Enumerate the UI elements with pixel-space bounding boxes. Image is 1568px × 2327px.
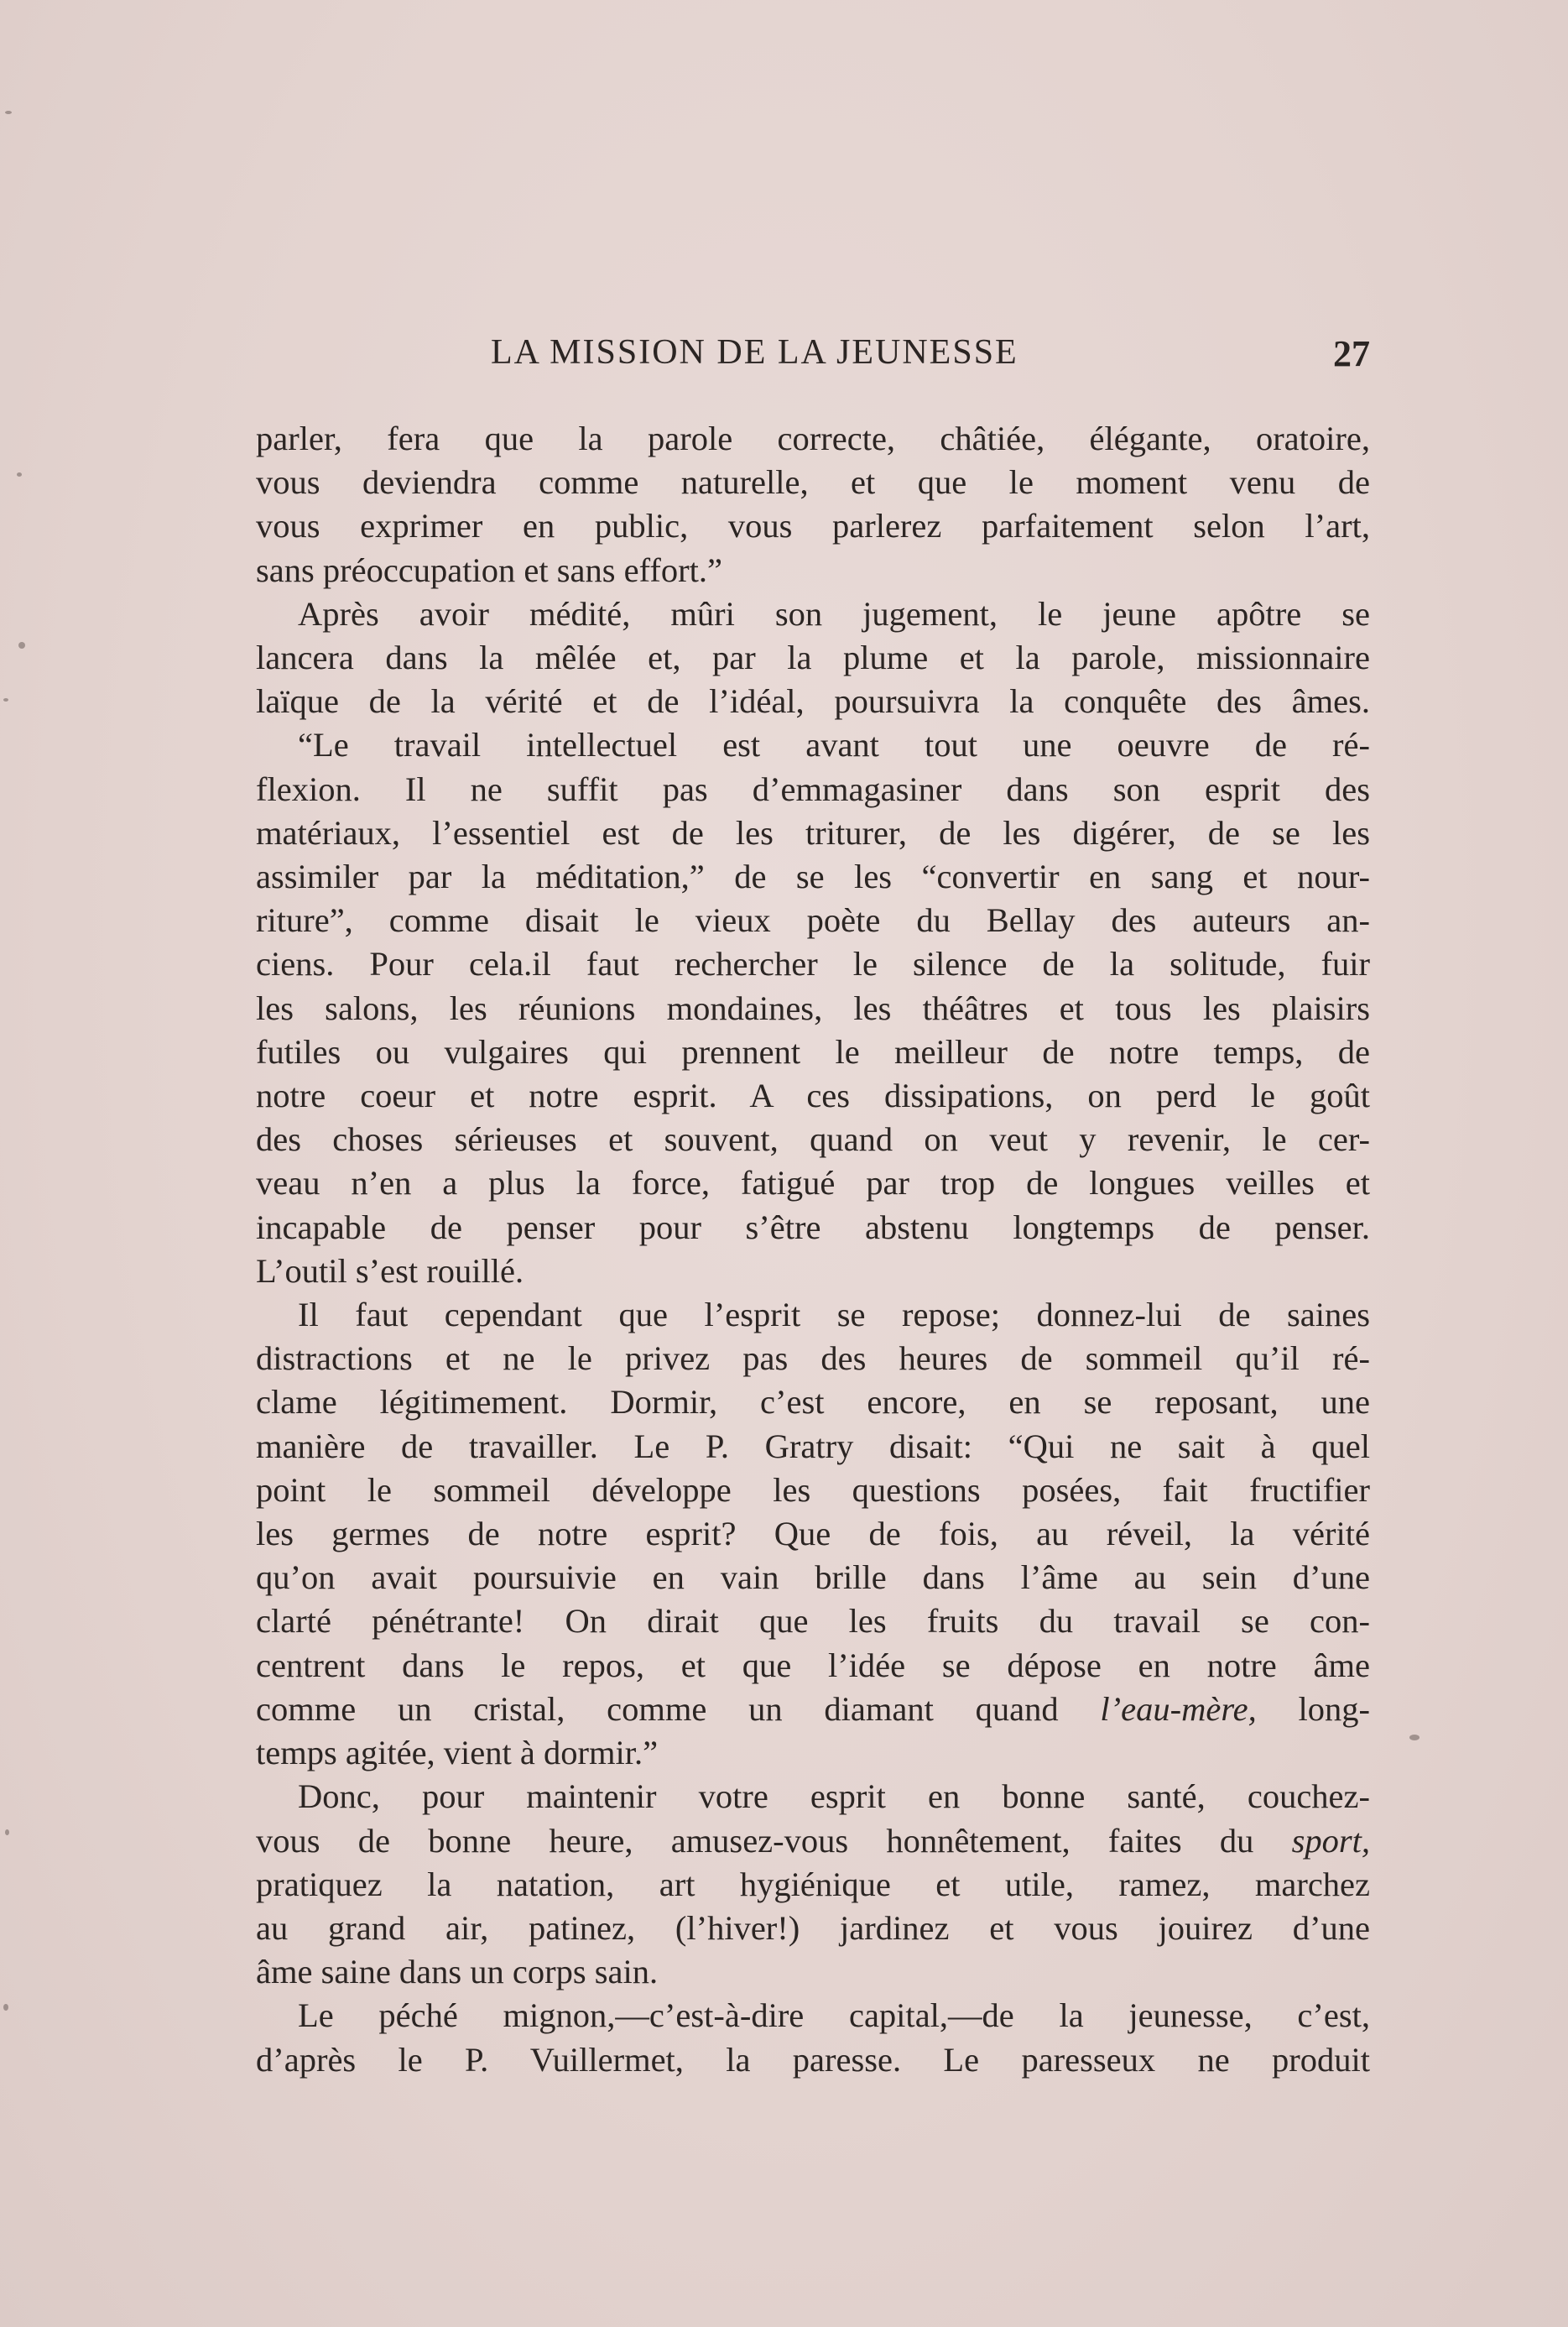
text-line: vous exprimer en public, vous parlerez parfaitement selon l’art, <box>256 507 1370 545</box>
running-head <box>256 332 1370 383</box>
text-line: parler, fera que la parole correcte, châtiée, élégante, oratoire, <box>256 420 1370 457</box>
text-line: assimiler par la méditation,” de se les “convertir en sang et nour- <box>256 858 1370 896</box>
text-line: des choses sérieuses et souvent, quand on veut y revenir, le cer- <box>256 1120 1370 1159</box>
text-line: qu’on avait poursuivie en vain brille dans l’âme au sein d’une <box>256 1558 1370 1597</box>
paper-speck <box>3 2004 8 2011</box>
paragraph-4 <box>256 1293 1370 1775</box>
text-line: manière de travailler. Le P. Gratry disait: “Qui ne sait à quel <box>256 1427 1370 1465</box>
paragraph-2 <box>256 592 1370 724</box>
text-line: au grand air, patinez, (l’hiver!) jardinez et vous jouirez d’une <box>256 1908 1370 1947</box>
body-text <box>256 417 1370 2082</box>
text-line: sans préoccupation et sans effort.” <box>256 550 722 589</box>
paragraph-5 <box>256 1775 1370 1994</box>
text-line: riture”, comme disait le vieux poète du Bellay des auteurs an- <box>256 901 1370 940</box>
text-line: flexion. Il ne suffit pas d’emmagasiner dans son esprit des <box>256 770 1370 808</box>
text-line: Le péché mignon,—c’est-à-dire capital,—de la jeunesse, c’est, <box>298 1996 1370 2035</box>
text-line: laïque de la vérité et de l’idéal, poursuivra la conquête des âmes. <box>256 682 1370 721</box>
page-number: 27 <box>1333 333 1370 374</box>
text-line: centrent dans le repos, et que l’idée se dépose en notre âme <box>256 1646 1370 1684</box>
text-line: matériaux, l’essentiel est de les triturer, de les digérer, de se les <box>256 813 1370 852</box>
text-line: notre coeur et notre esprit. A ces dissipations, on perd le goût <box>256 1077 1370 1115</box>
text-line: pratiquez la natation, art hygiénique et utile, ramez, marchez <box>256 1865 1370 1903</box>
text-line: clame légitimement. Dormir, c’est encore, en se reposant, une <box>256 1383 1370 1422</box>
text-line: les salons, les réunions mondaines, les théâtres et tous les plaisirs <box>256 989 1370 1027</box>
italic-term: sport, <box>1291 1821 1370 1860</box>
text-line: lancera dans la mêlée et, par la plume et la parole, missionnaire <box>256 639 1370 677</box>
text-line: veau n’en a plus la force, fatigué par trop de longues veilles et <box>256 1164 1370 1203</box>
paragraph-1 <box>256 417 1370 592</box>
paper-speck <box>5 111 12 114</box>
text-line-with-italic <box>256 1688 1370 1731</box>
text-line: point le sommeil développe les questions posées, fait fructifier <box>256 1470 1370 1509</box>
text-line: vous deviendra comme naturelle, et que le moment venu de <box>256 463 1370 502</box>
text-line: temps agitée, vient à dormir.” <box>256 1734 659 1772</box>
paper-speck <box>3 698 8 702</box>
text-segment: long- <box>1256 1689 1370 1728</box>
text-line: les germes de notre esprit? Que de fois, au réveil, la vérité <box>256 1515 1370 1553</box>
text-line-with-italic <box>256 1819 1370 1863</box>
text-line: âme saine dans un corps sain. <box>256 1953 659 1991</box>
text-line: “Le travail intellectuel est avant tout une oeuvre de ré- <box>298 726 1370 764</box>
text-segment: vous de bonne heure, amusez-vous honnêtement, faites du <box>256 1821 1292 1860</box>
text-line: Après avoir médité, mûri son jugement, le jeune apôtre se <box>298 594 1370 633</box>
text-line: ciens. Pour cela.il faut rechercher le silence de la solitude, fuir <box>256 945 1370 983</box>
text-line: d’après le P. Vuillermet, la paresse. Le paresseux ne produit <box>256 2040 1370 2079</box>
text-line: Donc, pour maintenir votre esprit en bonne santé, couchez- <box>298 1777 1370 1816</box>
paragraph-3 <box>256 723 1370 1293</box>
text-line: clarté pénétrante! On dirait que les fruits du travail se con- <box>256 1602 1370 1641</box>
text-line: distractions et ne le privez pas des heures de sommeil qu’il ré- <box>256 1339 1370 1378</box>
paper-speck <box>5 1829 9 1835</box>
paper-speck <box>17 472 22 477</box>
text-line: Il faut cependant que l’esprit se repose; donnez-lui de saines <box>298 1296 1370 1334</box>
paper-speck <box>18 642 25 649</box>
text-line: futiles ou vulgaires qui prennent le meilleur de notre temps, de <box>256 1032 1370 1071</box>
paragraph-6 <box>256 1994 1370 2081</box>
text-segment: comme un cristal, comme un diamant quand <box>256 1689 1101 1728</box>
paper-speck <box>1409 1735 1420 1740</box>
text-line: L’outil s’est rouillé. <box>256 1251 524 1290</box>
italic-term: l’eau-mère, <box>1100 1689 1257 1728</box>
text-line: incapable de penser pour s’être abstenu longtemps de penser. <box>256 1208 1370 1246</box>
running-title: LA MISSION DE LA JEUNESSE <box>491 333 1018 372</box>
